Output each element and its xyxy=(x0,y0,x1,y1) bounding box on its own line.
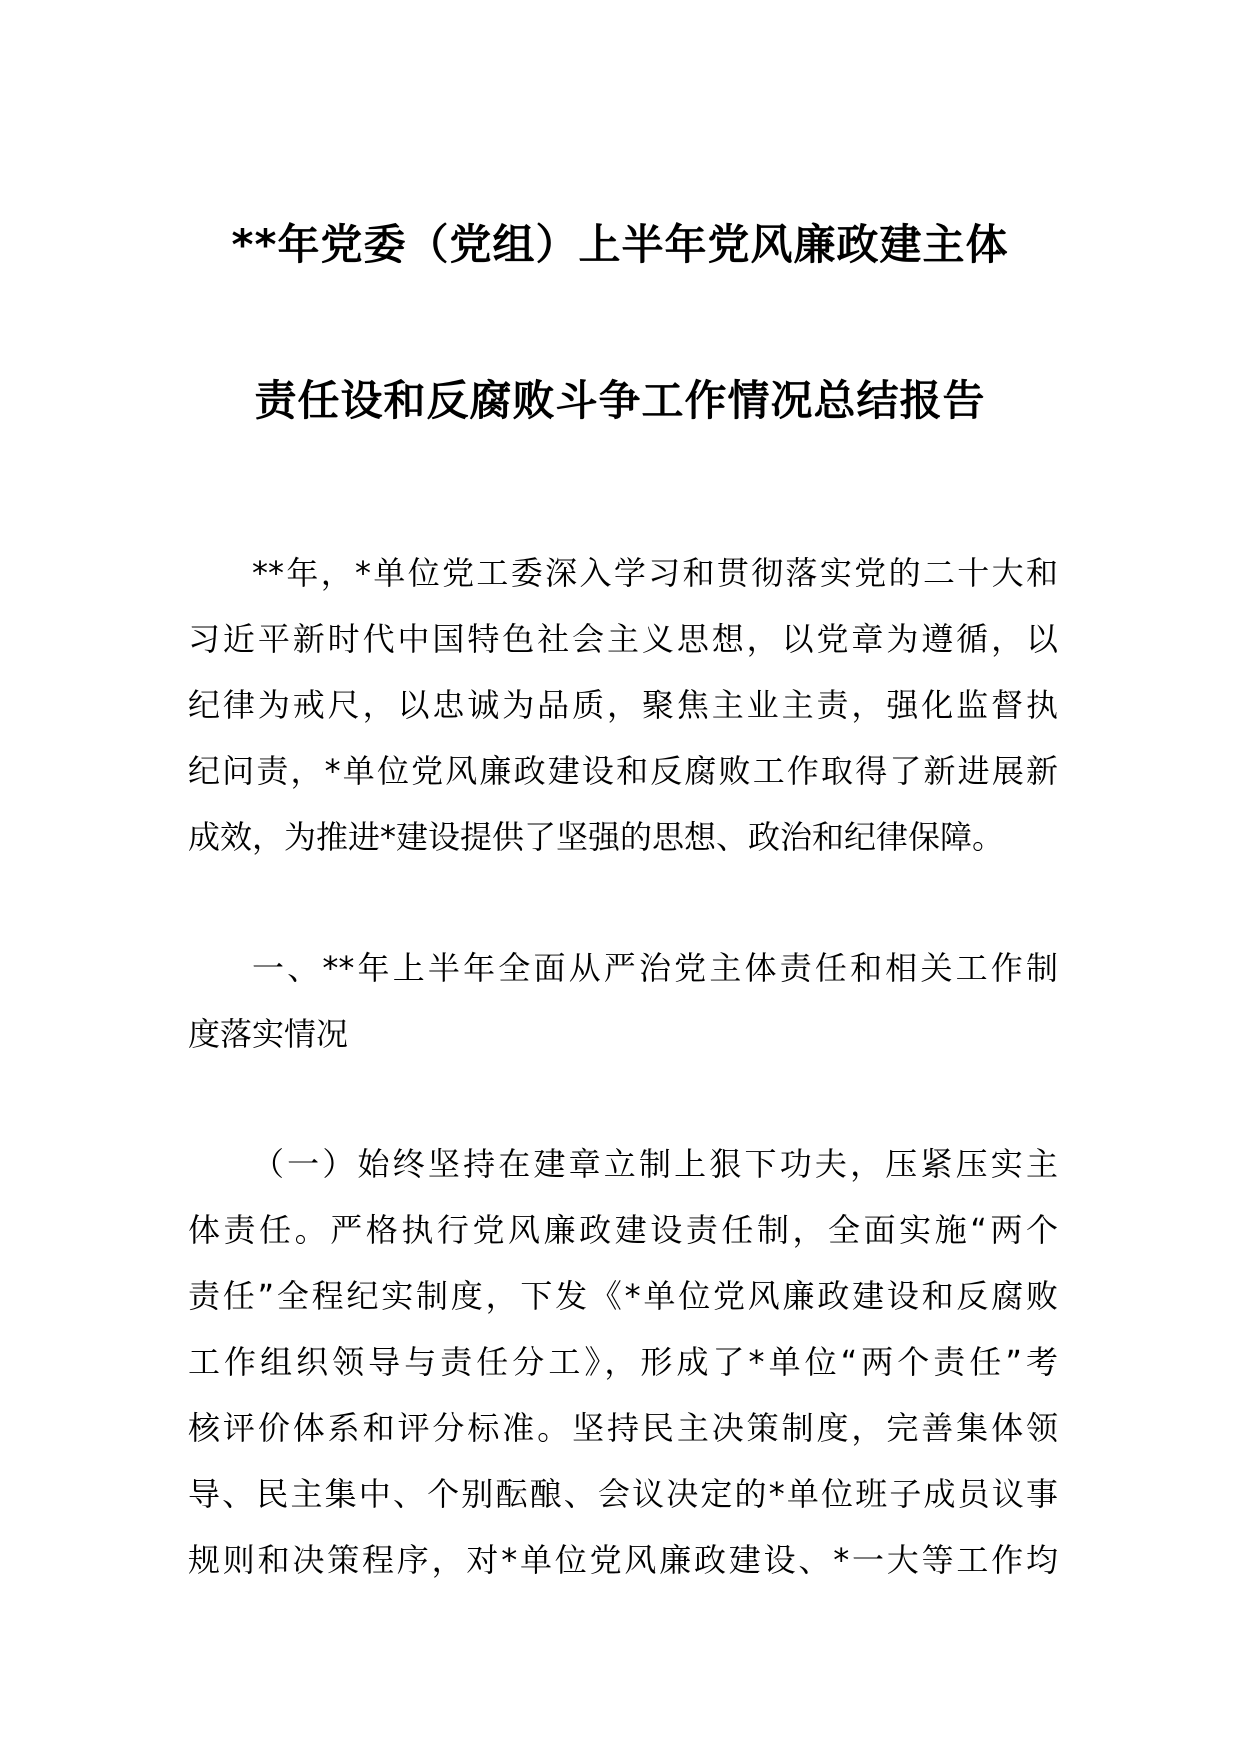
text-line: 一、**年上半年全面从严治党主体责任和相关工作制 xyxy=(252,949,1058,987)
text-line: **年，*单位党工委深入学习和贯彻落实党的二十大和 xyxy=(252,554,1058,592)
text-line: 导、民主集中、个别酝酿、会议决定的*单位班子成员议事 xyxy=(188,1475,1058,1513)
text-line: 责任”全程纪实制度，下发《*单位党风廉政建设和反腐败 xyxy=(188,1277,1058,1315)
text-line: 工作组织领导与责任分工》，形成了*单位“两个责任”考 xyxy=(188,1343,1058,1381)
text-line: 体责任。严格执行党风廉政建设责任制，全面实施“两个 xyxy=(188,1211,1058,1249)
text-line: 纪律为戒尺，以忠诚为品质，聚焦主业主责，强化监督执 xyxy=(188,686,1058,724)
text-line: 度落实情况 xyxy=(188,1015,349,1053)
text-line: 习近平新时代中国特色社会主义思想，以党章为遵循，以 xyxy=(188,620,1058,658)
document-title-line-2: 责任设和反腐败斗争工作情况总结报告 xyxy=(254,376,986,425)
text-line: 纪问责，*单位党风廉政建设和反腐败工作取得了新进展新 xyxy=(188,752,1058,790)
document-title-line-1: **年党委（党组）上半年党风廉政建主体 xyxy=(231,220,1009,269)
text-line: 成效，为推进*建设提供了坚强的思想、政治和纪律保障。 xyxy=(188,818,1005,856)
text-line: 核评价体系和评分标准。坚持民主决策制度，完善集体领 xyxy=(188,1409,1058,1447)
text-line: （一）始终坚持在建章立制上狠下功夫，压紧压实主 xyxy=(252,1145,1058,1183)
text-line: 规则和决策程序，对*单位党风廉政建设、*一大等工作均 xyxy=(188,1541,1058,1579)
